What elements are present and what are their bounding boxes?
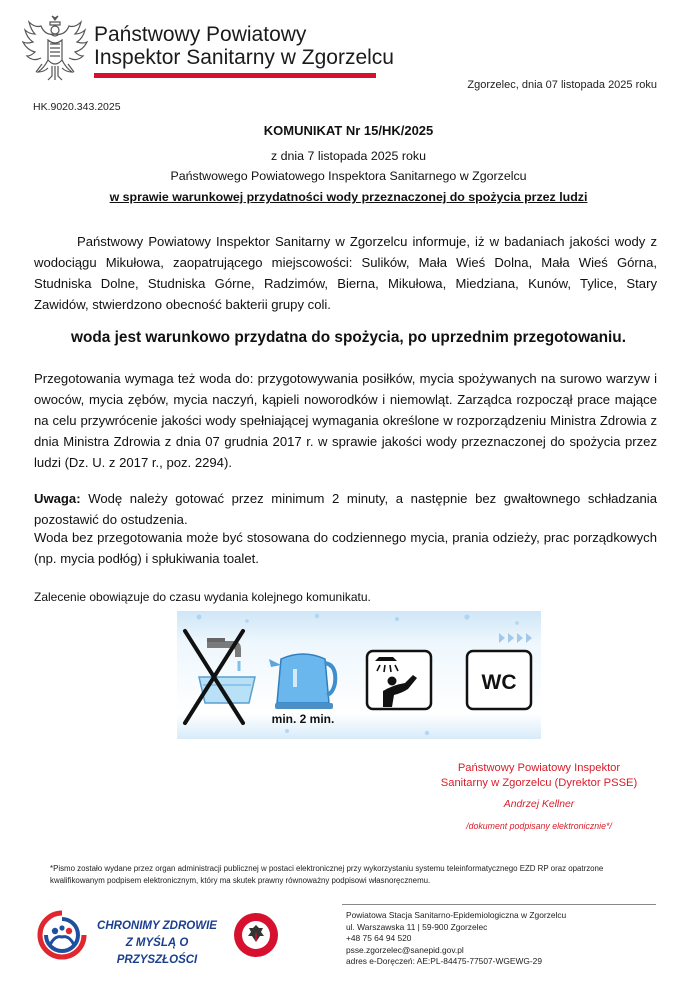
institution-line-1: Państwowy Powiatowy <box>94 23 307 46</box>
sanitary-inspection-badge-icon <box>232 911 280 959</box>
pictogram-banner <box>177 611 541 739</box>
institution-line-2: Inspektor Sanitarny w Zgorzelcu <box>94 46 394 69</box>
wc-label: WC <box>481 671 517 694</box>
institution-name <box>94 23 394 69</box>
station-edelivery-address: adres e-Doręczeń: AE:PL-84475-77507-WGEWG-29 <box>346 956 542 967</box>
warning-text: Wodę należy gotować przez minimum 2 minuty, a następnie bez gwałtownego schładzania pozostawić do ostudzenia. <box>34 491 657 527</box>
electronic-signature-note: /dokument podpisany elektronicznie*/ <box>466 821 612 831</box>
station-street: ul. Warszawska 11 | 59-900 Zgorzelec <box>346 921 488 932</box>
signature-title <box>420 761 658 791</box>
station-address <box>346 910 656 968</box>
document-title: KOMUNIKAT Nr 15/HK/2025 <box>263 123 434 138</box>
eagle-emblem-icon <box>22 14 88 86</box>
kettle-caption: min. 2 min. <box>271 712 335 726</box>
campaign-slogan <box>90 918 224 969</box>
validity-note: Zalecenie obowiązuje do czasu wydania kolejnego komunikatu. <box>34 590 371 604</box>
header-red-line <box>94 73 376 78</box>
title-subject-line: w sprawie warunkowej przydatności wody przeznaczonej do spożycia przez ludzi <box>109 190 588 204</box>
warning-paragraph <box>34 488 657 530</box>
intro-paragraph: Państwowy Powiatowy Inspektor Sanitarny w Zgorzelcu informuje, iż w badaniach jakości wody z wodociągu Mikułowa, zaopatrującego miejscowości: Sulików, Mała Wieś Dolna, Mała Wieś Górna, Studniska Dolne, Studniska Górne, Radzimów, Bierna, Mikułowa, Miedziana, Kunów, Tylice, Stary Zawidów, stwierdzono obecność bakterii grupy coli. <box>34 234 657 312</box>
signatory-name: Andrzej Kellner <box>503 799 575 810</box>
slogan-line-1: CHRONIMY ZDROWIE <box>97 920 217 932</box>
place-and-date: Zgorzelec, dnia 07 listopada 2025 roku <box>467 79 657 91</box>
wc-icon <box>467 651 531 709</box>
allowed-uses-paragraph: Woda bez przegotowania może być stosowana do codziennego mycia, prania odzieży, prac porządkowych (np. mycia podłóg) i spłukiwania toalet. <box>34 530 657 566</box>
main-statement: woda jest warunkowo przydatna do spożycia, po uprzednim przegotowaniu. <box>71 329 626 346</box>
footnote: *Pismo zostało wydane przez organ administracji publicznej w postaci elektronicznej przy wykorzystaniu systemu teleinformatycznego EZD RP oraz opatrzone kwalifikowanym podpisem elektronicznym, który ma skutek prawny równoważny podpisowi własnoręcznemu. <box>50 864 604 885</box>
signature-line-2: Sanitarny w Zgorzelcu (Dyrektor PSSE) <box>440 777 638 789</box>
slogan-line-2: Z MYŚLĄ O PRZYSZŁOŚCI <box>116 937 198 966</box>
shower-icon <box>367 651 431 709</box>
boiling-requirements-paragraph: Przegotowania wymaga też woda do: przygotowywania posiłków, mycia spożywanych na surowo warzyw i owoców, mycia zębów, mycia naczyń, kąpieli noworodków i niemowląt. Zarządca rozpoczął prace mające na celu przywrócenie jakości wody spełniającej wymagania określone w rozporządzeniu Ministra Zdrowia z dnia Ministra Zdrowia z dnia 07 grudnia 2017 r. w sprawie jakości wody przeznaczonej do spożycia przez ludzi (Dz. U. z 2017 r., poz. 2294). <box>34 371 657 470</box>
health-campaign-logo-icon <box>36 909 88 961</box>
title-issuer-line: Państwowego Powiatowego Inspektora Sanitarnego w Zgorzelcu <box>170 169 527 183</box>
station-email[interactable]: psse.zgorzelec@sanepid.gov.pl <box>346 944 464 955</box>
station-phone: +48 75 64 94 520 <box>346 933 412 944</box>
reference-number: HK.9020.343.2025 <box>33 101 121 113</box>
station-name: Powiatowa Stacja Sanitarno-Epidemiologiczna w Zgorzelcu <box>346 910 567 920</box>
footer-divider <box>342 904 656 905</box>
warning-label: Uwaga: <box>34 491 81 506</box>
signature-line-1: Państwowy Powiatowy Inspektor <box>457 762 621 774</box>
title-date-line: z dnia 7 listopada 2025 roku <box>271 149 426 163</box>
